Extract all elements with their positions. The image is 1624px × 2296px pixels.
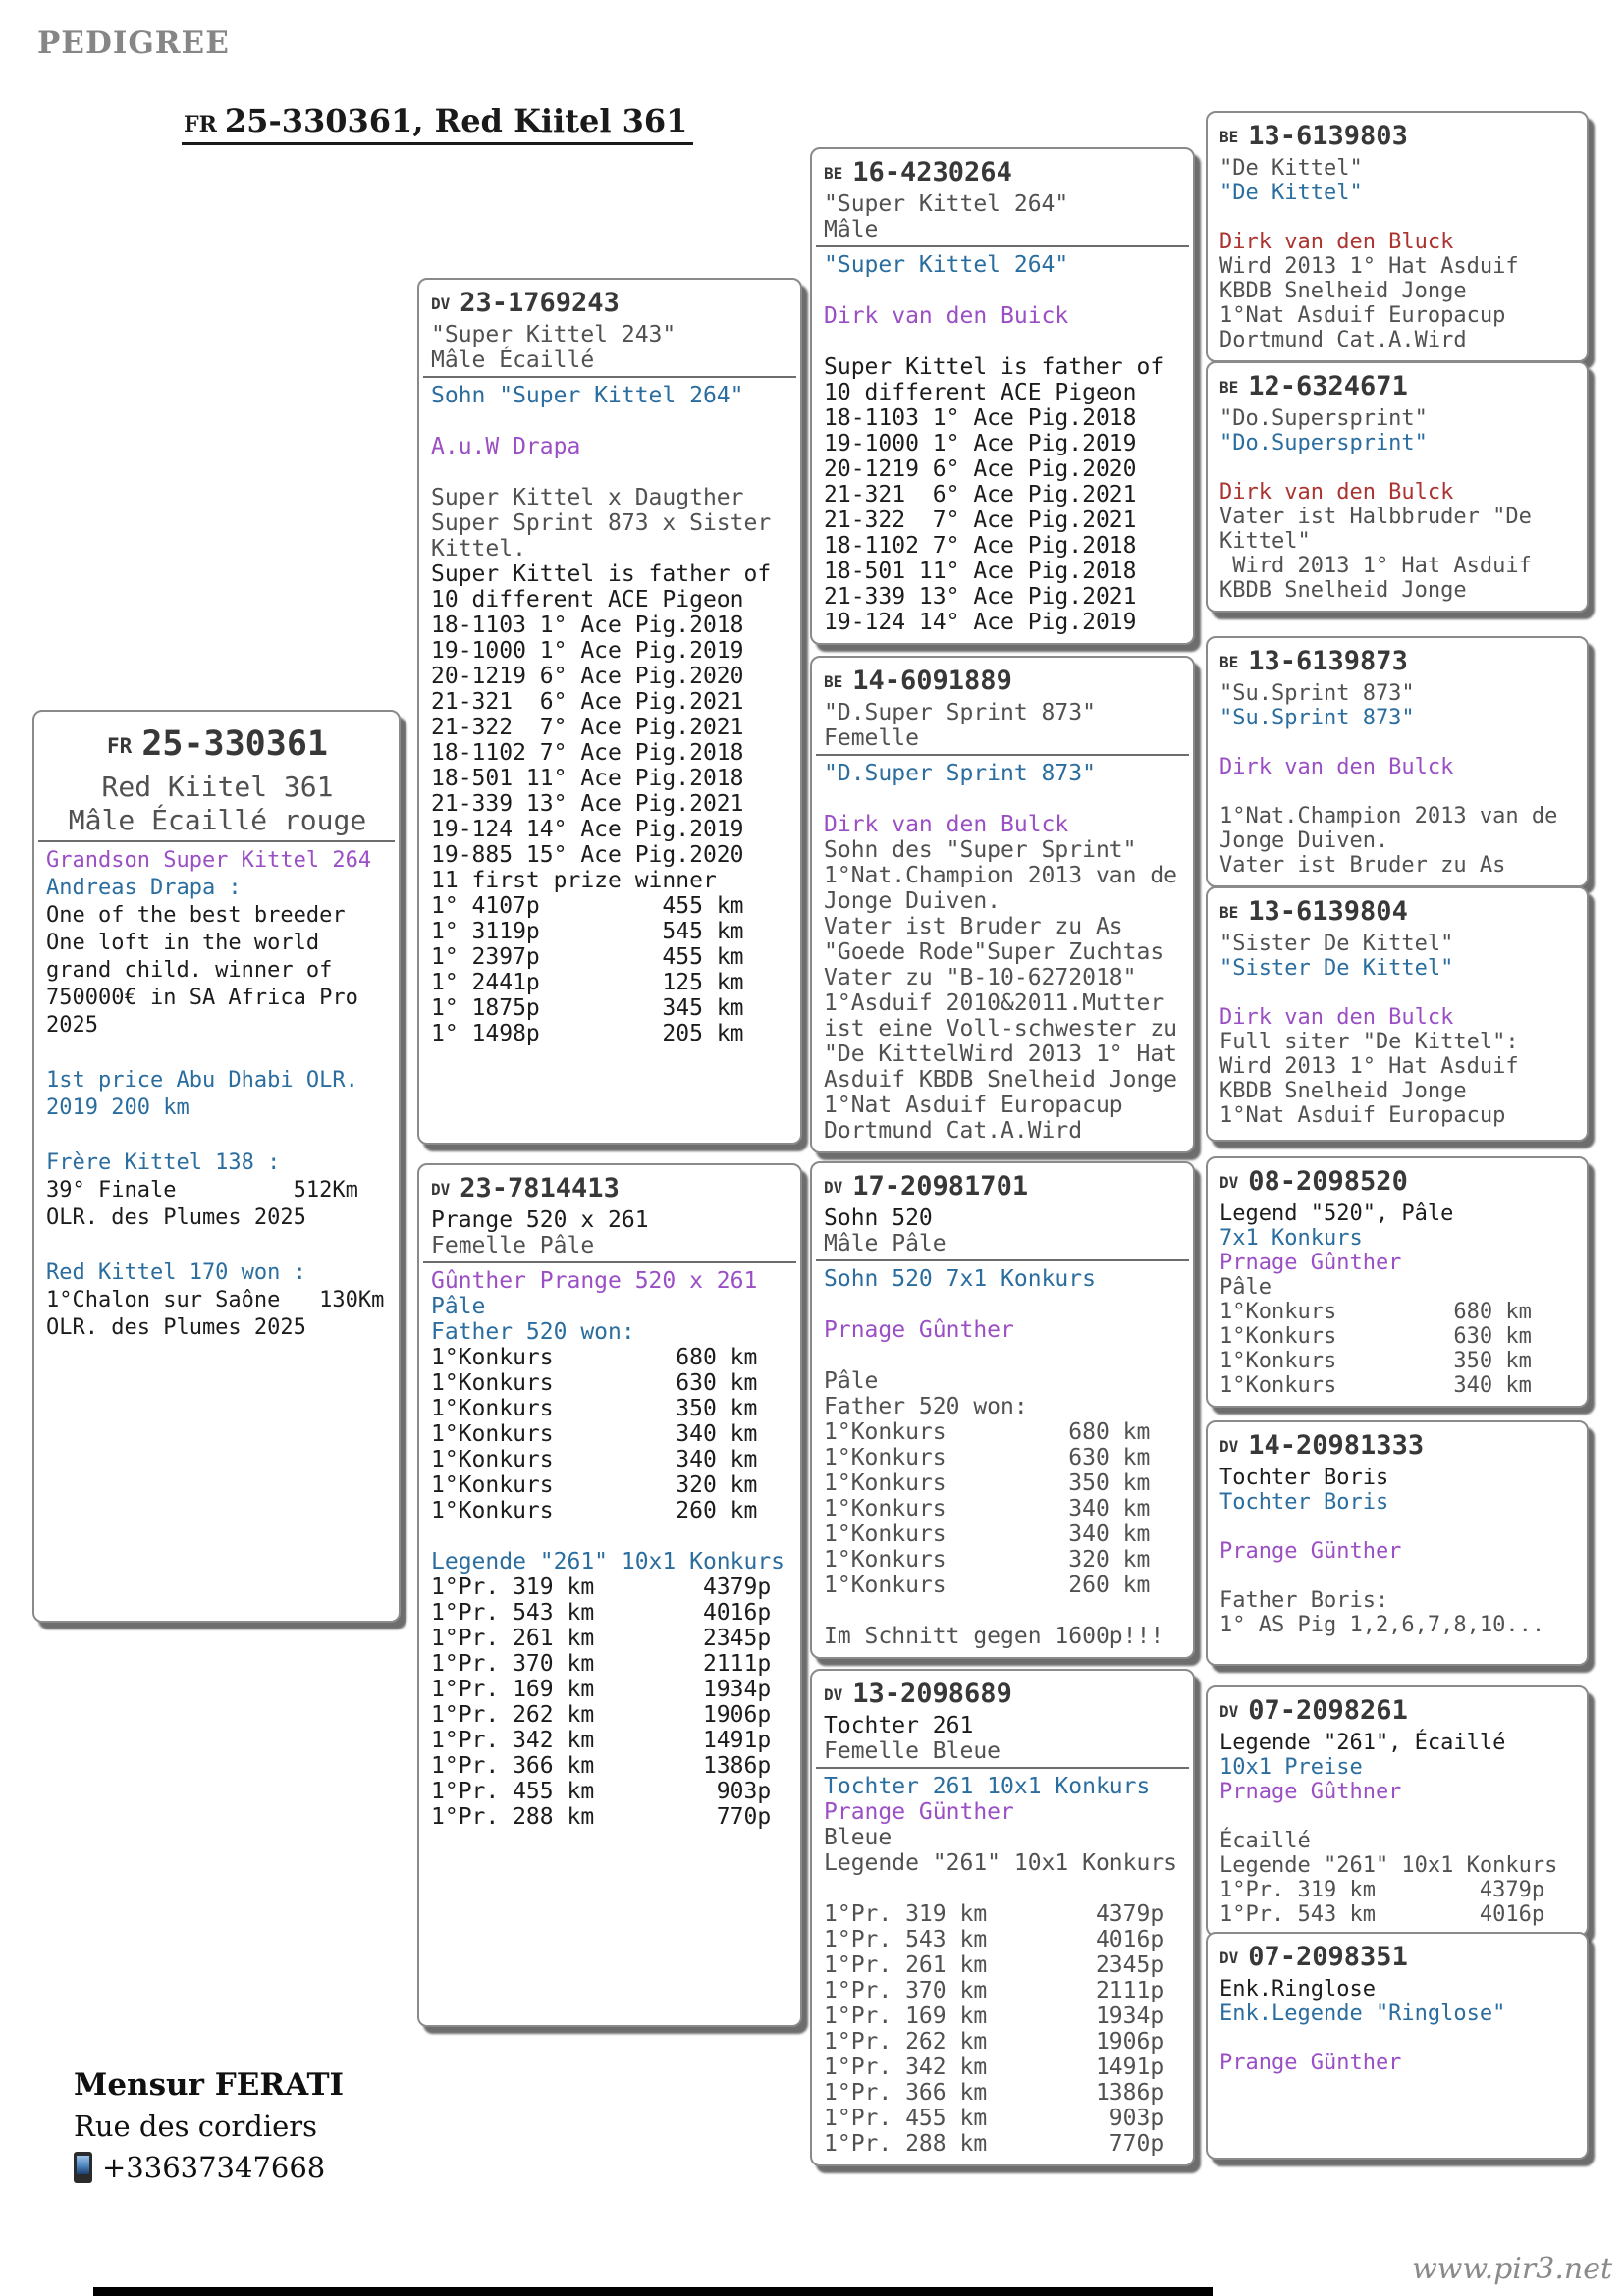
pedigree-box-subject [32, 710, 401, 1623]
pedigree-box-sdd [1206, 886, 1589, 1142]
text-line: 1°Konkurs 680 km [824, 1419, 1151, 1445]
header-divider [816, 754, 1189, 756]
text-line: 1°Pr. 370 km 2111p [824, 1978, 1164, 2003]
ring-number-row [824, 155, 1183, 191]
text-line: Wird 2013 1° Hat Asduif [1219, 1054, 1519, 1079]
text-line: Prnage Gûnther [824, 1317, 1014, 1343]
ring-number-row [1219, 1693, 1577, 1731]
pedigree-box-dam-sire [810, 1161, 1195, 1659]
ring-number: 07-2098351 [1248, 1942, 1408, 1972]
owner-phone-row [74, 2147, 344, 2188]
text-line: 1°Konkurs 340 km [824, 1522, 1151, 1547]
text-line: Father 520 won: [824, 1394, 1028, 1419]
ring-number-row [1219, 369, 1577, 406]
bird-id-title: 25-330361, Red Kiitel 361 [224, 102, 688, 139]
owner-name: Mensur FERATI [74, 2067, 345, 2103]
country-code: FR [107, 734, 133, 758]
text-line: 1°Chalon sur Saône 130Km [46, 1288, 385, 1312]
text-line: Femelle Pâle [431, 1233, 595, 1258]
ring-number: 07-2098261 [1248, 1695, 1408, 1726]
blank-line [1219, 2026, 1577, 2051]
country-code: DV [1219, 1702, 1239, 1721]
text-line: 1° AS Pig 1,2,6,7,8,10... [1219, 1613, 1545, 1637]
text-line: 1°Pr. 543 km 4016p [824, 1927, 1164, 1952]
country-code: DV [824, 1178, 843, 1197]
blank-line [824, 1598, 1183, 1624]
text-line: Vater ist Bruder zu As [824, 914, 1123, 939]
ring-number-row [1219, 1940, 1577, 1977]
text-line: 21-339 13° Ace Pig.2021 [431, 791, 744, 817]
text-line: 21-321 6° Ace Pig.2021 [431, 689, 744, 715]
text-line: 1°Konkurs 630 km [824, 1445, 1151, 1470]
blank-line [1219, 981, 1577, 1005]
text-line: Super Kittel x Daugther [431, 485, 744, 510]
text-line: 1°Pr. 543 km 4016p [1219, 1902, 1545, 1927]
header-divider [816, 1259, 1189, 1261]
text-line: 1° 3119p 545 km [431, 919, 744, 944]
text-line: 1°Pr. 366 km 1386p [824, 2080, 1164, 2106]
text-line: "Sister De Kittel" [1219, 956, 1454, 981]
pedigree-box-sire-dam [810, 656, 1195, 1153]
text-line: 10x1 Preise [1219, 1755, 1363, 1780]
ring-number-row [824, 1169, 1183, 1205]
text-line: OLR. des Plumes 2025 [46, 1205, 306, 1230]
country-code: BE [1219, 903, 1239, 922]
ring-number: 08-2098520 [1248, 1166, 1408, 1197]
blank-line [1219, 1515, 1577, 1539]
text-line: Dirk van den Bulck [824, 812, 1069, 837]
text-line: 1°Nat Asduif Europacup [824, 1093, 1123, 1118]
text-line: Legend "520", Pâle [1219, 1201, 1454, 1226]
ring-number-row [1219, 1164, 1577, 1201]
text-line: KBDB Snelheid Jonge [1219, 578, 1467, 603]
text-line: "Sister De Kittel" [1219, 932, 1454, 956]
blank-line [824, 278, 1183, 303]
text-line: Wird 2013 1° Hat Asduif [1219, 254, 1519, 279]
text-line: 1°Pr. 319 km 4379p [824, 1901, 1164, 1927]
text-line: Dirk van den Bulck [1219, 480, 1454, 505]
text-line: Bleue [824, 1825, 893, 1850]
text-line: Red Kittel 170 won : [46, 1260, 306, 1285]
text-line: Sohn "Super Kittel 264" [431, 383, 744, 408]
text-line: 1° 2397p 455 km [431, 944, 744, 970]
text-line: Super Kittel is father of [431, 561, 772, 587]
text-line: 20-1219 6° Ace Pig.2020 [824, 456, 1137, 482]
pedigree-box-dam-dam [810, 1669, 1195, 2166]
text-line: Prange Günther [824, 1799, 1014, 1825]
text-line: KBDB Snelheid Jonge [1219, 1079, 1467, 1103]
text-line: Vater ist Halbbruder "De [1219, 505, 1532, 529]
text-line: Red Kiitel 361 [101, 771, 334, 803]
text-line: Andreas Drapa : [46, 876, 242, 900]
ring-number-row [1219, 1428, 1577, 1466]
ring-number-row [431, 1171, 790, 1207]
text-line: 1°Pr. 261 km 2345p [824, 1952, 1164, 1978]
text-line: 1°Pr. 262 km 1906p [431, 1702, 772, 1728]
text-line: 1° 1498p 205 km [431, 1021, 744, 1046]
ring-number-row [1219, 119, 1577, 156]
ring-number-row [431, 286, 790, 322]
text-line: 1°Pr. 169 km 1934p [824, 2003, 1164, 2029]
phone-screen [77, 2156, 89, 2174]
text-line: Dortmund Cat.A.Wird [1219, 328, 1467, 352]
text-line: Sohn 520 7x1 Konkurs [824, 1266, 1096, 1292]
ring-number: 13-6139804 [1248, 896, 1408, 927]
text-line: 11 first prize winner [431, 868, 717, 893]
text-line: 21-321 6° Ace Pig.2021 [824, 482, 1137, 507]
text-line: Gûnther Prange 520 x 261 [431, 1268, 758, 1294]
text-line: 18-501 11° Ace Pig.2018 [824, 559, 1137, 584]
text-line: Femelle Bleue [824, 1738, 1001, 1764]
text-line: 1°Asduif 2010&2011.Mutter [824, 990, 1164, 1016]
blank-line [431, 459, 790, 485]
text-line: Sohn 520 [824, 1205, 933, 1231]
text-line: Enk.Legende "Ringlose" [1219, 2002, 1506, 2026]
country-code: BE [824, 164, 843, 183]
country-code: BE [1219, 378, 1239, 397]
text-line: Dirk van den Bluck [1219, 230, 1454, 254]
ring-number-row [1219, 644, 1577, 681]
pedigree-box-dam [417, 1163, 802, 2027]
text-line: Asduif KBDB Snelheid Jonge [824, 1067, 1178, 1093]
text-line: ist eine Voll-schwester zu [824, 1016, 1178, 1041]
text-line: Im Schnitt gegen 1600p!!! [824, 1624, 1164, 1649]
text-line: 1°Konkurs 350 km [431, 1396, 758, 1421]
country-code: DV [431, 294, 451, 313]
text-line: Mâle [824, 217, 879, 242]
text-line: 1°Konkurs 350 km [824, 1470, 1151, 1496]
text-line: 1°Konkurs 680 km [1219, 1300, 1532, 1324]
text-line: "D.Super Sprint 873" [824, 761, 1096, 786]
text-line: 1°Pr. 342 km 1491p [824, 2055, 1164, 2080]
text-line: Father 520 won: [431, 1319, 635, 1345]
blank-line [824, 1876, 1183, 1901]
country-code: DV [1219, 1437, 1239, 1456]
text-line: 19-124 14° Ace Pig.2019 [431, 817, 744, 842]
country-code: BE [1219, 653, 1239, 671]
text-line: Legende "261" 10x1 Konkurs [1219, 1853, 1558, 1878]
text-line: 1°Konkurs 340 km [1219, 1373, 1532, 1398]
text-line: Full siter "De Kittel": [1219, 1030, 1519, 1054]
text-line: Sohn des "Super Sprint" [824, 837, 1137, 863]
pedigree-box-dss [1206, 1156, 1589, 1408]
text-line: Dirk van den Buick [824, 303, 1069, 329]
pedigree-box-sds [1206, 636, 1589, 887]
country-code: DV [1219, 1173, 1239, 1192]
text-line: Prnage Gûthner [1219, 1780, 1402, 1804]
text-line: Pâle [824, 1368, 879, 1394]
header-divider [423, 376, 796, 378]
country-code: DV [431, 1180, 451, 1199]
text-line: 18-1102 7° Ace Pig.2018 [824, 533, 1137, 559]
text-line: Tochter 261 [824, 1713, 974, 1738]
pedigree-box-dds [1206, 1685, 1589, 1937]
text-line: 20-1219 6° Ace Pig.2020 [431, 664, 744, 689]
text-line: "De KittelWird 2013 1° Hat [824, 1041, 1178, 1067]
text-line: 19-124 14° Ace Pig.2019 [824, 610, 1137, 635]
text-line: 1°Konkurs 260 km [824, 1573, 1151, 1598]
text-line: 39° Finale 512Km [46, 1178, 358, 1202]
ring-number: 23-1769243 [460, 288, 620, 318]
text-line: Legende "261", Écaillé [1219, 1731, 1506, 1755]
text-line: Pâle [1219, 1275, 1272, 1300]
text-line: 1°Pr. 288 km 770p [431, 1804, 772, 1830]
text-line: "Do.Supersprint" [1219, 431, 1428, 455]
text-line: 10 different ACE Pigeon [824, 380, 1137, 405]
text-line: 10 different ACE Pigeon [431, 587, 744, 613]
text-line: 19-885 15° Ace Pig.2020 [431, 842, 744, 868]
text-line: Vater zu "B-10-6272018" [824, 965, 1137, 990]
text-line: 1°Konkurs 340 km [824, 1496, 1151, 1522]
pedigree-box-dsd [1206, 1420, 1589, 1666]
blank-line [46, 1040, 389, 1067]
text-line: Prange Günther [1219, 2051, 1402, 2075]
text-line: KBDB Snelheid Jonge [1219, 279, 1467, 303]
blank-line [1219, 1564, 1577, 1588]
text-line: 7x1 Konkurs [1219, 1226, 1363, 1251]
text-line: Wird 2013 1° Hat Asduif [1219, 554, 1532, 578]
text-line: 19-1000 1° Ace Pig.2019 [431, 638, 744, 664]
text-line: 1°Konkurs 260 km [431, 1498, 758, 1523]
text-line: Legende "261" 10x1 Konkurs [431, 1549, 785, 1575]
ring-number-row [46, 721, 389, 771]
text-line: 1°Pr. 288 km 770p [824, 2131, 1164, 2157]
text-line: "Super Kittel 243" [431, 322, 677, 347]
text-line: Super Sprint 873 x Sister [431, 510, 772, 536]
text-line: 1°Nat.Champion 2013 van de [1219, 804, 1558, 828]
blank-line [1219, 730, 1577, 755]
text-line: 1°Pr. 455 km 903p [431, 1779, 772, 1804]
text-line: 1°Konkurs 630 km [1219, 1324, 1532, 1349]
country-code: DV [824, 1685, 843, 1704]
country-code: BE [824, 672, 843, 691]
text-line: Dirk van den Bulck [1219, 755, 1454, 779]
blank-line [1219, 455, 1577, 480]
blank-line [46, 1232, 389, 1259]
text-line: Tochter 261 10x1 Konkurs [824, 1774, 1151, 1799]
text-line: Super Kittel is father of [824, 354, 1164, 380]
blank-line [824, 1343, 1183, 1368]
text-line: "De Kittel" [1219, 156, 1363, 181]
text-line: "Super Kittel 264" [824, 191, 1069, 217]
ring-number: 13-6139803 [1248, 121, 1408, 151]
country-code: DV [1219, 1949, 1239, 1967]
text-line: Prange 520 x 261 [431, 1207, 649, 1233]
ring-number: 17-20981701 [852, 1171, 1029, 1201]
text-line: Écaillé [1219, 1829, 1311, 1853]
text-line: 1°Konkurs 320 km [824, 1547, 1151, 1573]
blank-line [824, 1292, 1183, 1317]
blank-line [1219, 205, 1577, 230]
ring-number: 25-330361 [141, 724, 328, 764]
text-line: Grandson Super Kittel 264 [46, 848, 372, 873]
text-line: 18-1103 1° Ace Pig.2018 [824, 405, 1137, 431]
text-line: Enk.Ringlose [1219, 1977, 1376, 2002]
text-line: 18-1102 7° Ace Pig.2018 [431, 740, 744, 766]
ring-number: 13-2098689 [852, 1679, 1012, 1709]
website-credit: www.pir3.net [1412, 2252, 1612, 2286]
text-line: 21-322 7° Ace Pig.2021 [824, 507, 1137, 533]
text-line: "Super Kittel 264" [824, 252, 1069, 278]
text-line: 1° 2441p 125 km [431, 970, 744, 995]
country-prefix: FR [184, 112, 217, 137]
text-line: "Su.Sprint 873" [1219, 681, 1415, 706]
ring-number: 13-6139873 [1248, 646, 1408, 676]
text-line: 18-501 11° Ace Pig.2018 [431, 766, 744, 791]
text-line: 1°Pr. 261 km 2345p [431, 1626, 772, 1651]
text-line: Femelle [824, 725, 919, 751]
text-line: Kittel. [431, 536, 526, 561]
text-line: 1°Pr. 543 km 4016p [431, 1600, 772, 1626]
text-line: 1° 1875p 345 km [431, 995, 744, 1021]
text-line: Dirk van den Bulck [1219, 1005, 1454, 1030]
text-line: 2025 [46, 1013, 98, 1038]
ring-number: 14-6091889 [852, 666, 1012, 696]
text-line: Father Boris: [1219, 1588, 1389, 1613]
ring-number-row [824, 664, 1183, 700]
text-line: 21-322 7° Ace Pig.2021 [431, 715, 744, 740]
text-line: Mâle Écaillé [431, 347, 595, 373]
text-line: Tochter Boris [1219, 1490, 1389, 1515]
text-line: Mâle Écaillé rouge [68, 804, 367, 836]
text-line: Frère Kittel 138 : [46, 1150, 281, 1175]
bottom-bar [93, 2287, 1213, 2296]
blank-line [1219, 779, 1577, 804]
text-line: 1°Konkurs 630 km [431, 1370, 758, 1396]
blank-line [46, 1122, 389, 1149]
text-line: Tochter Boris [1219, 1466, 1389, 1490]
text-line: "Su.Sprint 873" [1219, 706, 1415, 730]
text-line: Pâle [431, 1294, 486, 1319]
text-line: 1°Pr. 319 km 4379p [431, 1575, 772, 1600]
text-line: 21-339 13° Ace Pig.2021 [824, 584, 1137, 610]
owner-address: Rue des cordiers [74, 2109, 318, 2143]
text-line: 19-1000 1° Ace Pig.2019 [824, 431, 1137, 456]
text-line: 1°Pr. 366 km 1386p [431, 1753, 772, 1779]
pedigree-box-ssd [1206, 361, 1589, 613]
blank-line [431, 1523, 790, 1549]
owner-phone: +33637347668 [102, 2151, 326, 2184]
blank-line [824, 786, 1183, 812]
text-line: Vater ist Bruder zu As [1219, 853, 1506, 878]
ring-number-row [824, 1677, 1183, 1713]
header-divider [816, 245, 1189, 247]
text-line: 1° 4107p 455 km [431, 893, 744, 919]
pedigree-box-ddd [1206, 1932, 1589, 2160]
text-line: A.u.W Drapa [431, 434, 581, 459]
ring-number: 12-6324671 [1248, 371, 1408, 401]
header-divider [38, 840, 395, 842]
pedigree-box-sire-sire [810, 147, 1195, 645]
text-line: "Do.Supersprint" [1219, 406, 1428, 431]
text-line: grand child. winner of [46, 958, 333, 983]
text-line: 1°Konkurs 320 km [431, 1472, 758, 1498]
text-line: "D.Super Sprint 873" [824, 700, 1096, 725]
text-line: 1°Nat Asduif Europacup [1219, 303, 1506, 328]
text-line: Prange Günther [1219, 1539, 1402, 1564]
text-line: One loft in the world [46, 931, 320, 955]
text-line: 1°Konkurs 340 km [431, 1421, 758, 1447]
text-line: Legende "261" 10x1 Konkurs [824, 1850, 1178, 1876]
header-divider [423, 1261, 796, 1263]
ring-number-row [1219, 894, 1577, 932]
country-code: BE [1219, 128, 1239, 146]
text-line: Jonge Duiven. [1219, 828, 1389, 853]
mobile-phone-icon [74, 2152, 92, 2183]
text-line: 1°Pr. 169 km 1934p [431, 1677, 772, 1702]
text-line: Mâle Pâle [824, 1231, 947, 1256]
owner-block [74, 2064, 344, 2188]
page-title: PEDIGREE [37, 26, 230, 61]
text-line: 1°Pr. 455 km 903p [824, 2106, 1164, 2131]
text-line: Dortmund Cat.A.Wird [824, 1118, 1083, 1144]
pedigree-box-sss [1206, 111, 1589, 362]
ring-number: 23-7814413 [460, 1173, 620, 1203]
text-line: 1°Konkurs 350 km [1219, 1349, 1532, 1373]
pedigree-box-sire [417, 278, 802, 1145]
blank-line [431, 408, 790, 434]
text-line: Kittel" [1219, 529, 1311, 554]
text-line: OLR. des Plumes 2025 [46, 1315, 306, 1340]
text-line: 1°Konkurs 340 km [431, 1447, 758, 1472]
text-line: 1st price Abu Dhabi OLR. [46, 1068, 358, 1093]
ring-number: 14-20981333 [1248, 1430, 1425, 1461]
text-line: "De Kittel" [1219, 181, 1363, 205]
text-line: 1°Nat.Champion 2013 van de [824, 863, 1178, 888]
text-line: 1°Pr. 342 km 1491p [431, 1728, 772, 1753]
text-line: 1°Nat Asduif Europacup [1219, 1103, 1506, 1128]
text-line: 1°Konkurs 680 km [431, 1345, 758, 1370]
text-line: 1°Pr. 370 km 2111p [431, 1651, 772, 1677]
text-line: "Goede Rode"Super Zuchtas [824, 939, 1164, 965]
text-line: 1°Pr. 319 km 4379p [1219, 1878, 1545, 1902]
text-line: 2019 200 km [46, 1095, 189, 1120]
text-line: 750000€ in SA Africa Pro [46, 986, 358, 1010]
blank-line [1219, 1804, 1577, 1829]
text-line: One of the best breeder [46, 903, 346, 928]
text-line: Jonge Duiven. [824, 888, 1001, 914]
text-line: 18-1103 1° Ace Pig.2018 [431, 613, 744, 638]
header-divider [816, 1767, 1189, 1769]
ring-number: 16-4230264 [852, 157, 1012, 187]
text-line: Prnage Gûnther [1219, 1251, 1402, 1275]
blank-line [824, 329, 1183, 354]
text-line: 1°Pr. 262 km 1906p [824, 2029, 1164, 2055]
